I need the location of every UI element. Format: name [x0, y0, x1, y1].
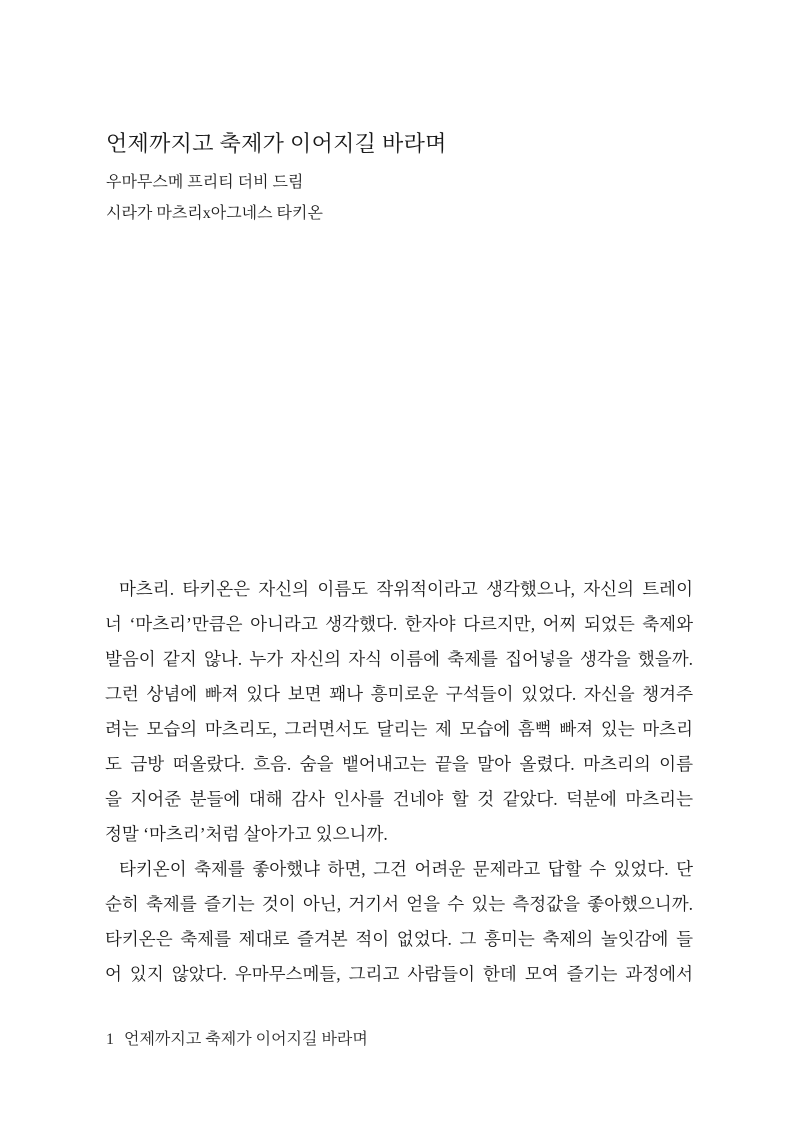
page-footer [106, 1030, 368, 1050]
footer-running-title: 언제까지고 축제가 이어지길 바라며 [124, 1031, 368, 1048]
body-line: 도 금방 떠올랐다. 흐음. 숨을 뱉어내고는 끝을 말아 올렸다. 마츠리의 이름 [105, 754, 693, 774]
document-subtitle-author: 시라가 마츠리x아그네스 타키온 [106, 205, 323, 222]
body-line: 타키온이 축제를 좋아했냐 하면, 그건 어려운 문제라고 답할 수 있었다. 단 [119, 859, 693, 879]
body-line: 정말 ‘마츠리’처럼 살아가고 있으니까. [105, 824, 388, 844]
body-line: 타키온은 축제를 제대로 즐겨본 적이 없었다. 그 흥미는 축제의 놀잇감에 들 [105, 929, 693, 949]
body-line: 너 ‘마츠리’만큼은 아니라고 생각했다. 한자야 다르지만, 어찌 되었든 축제와 [105, 614, 693, 634]
body-line: 순히 축제를 즐기는 것이 아닌, 거기서 얻을 수 있는 측정값을 좋아했으니까. [105, 894, 693, 914]
body-line: 려는 모습의 마츠리도, 그러면서도 달리는 제 모습에 흠뻑 빠져 있는 마츠리 [105, 719, 693, 739]
body-line: 을 지어준 분들에 대해 감사 인사를 건네야 할 것 같았다. 덕분에 마츠리는 [105, 789, 693, 809]
body-line: 어 있지 않았다. 우마무스메들, 그리고 사람들이 한데 모여 즐기는 과정에서 [105, 964, 693, 984]
document-title: 언제까지고 축제가 이어지길 바라며 [106, 131, 447, 156]
body-line: 그런 상념에 빠져 있다 보면 꽤나 흥미로운 구석들이 있었다. 자신을 챙겨주 [105, 684, 693, 704]
body-text-block [105, 572, 693, 992]
body-line: 발음이 같지 않나. 누가 자신의 자식 이름에 축제를 집어넣을 생각을 했을까. [105, 649, 693, 669]
body-line: 마츠리. 타키온은 자신의 이름도 작위적이라고 생각했으나, 자신의 트레이 [119, 579, 693, 599]
page-number: 1 [106, 1031, 114, 1048]
document-subtitle-series: 우마무스메 프리티 더비 드림 [106, 174, 304, 191]
